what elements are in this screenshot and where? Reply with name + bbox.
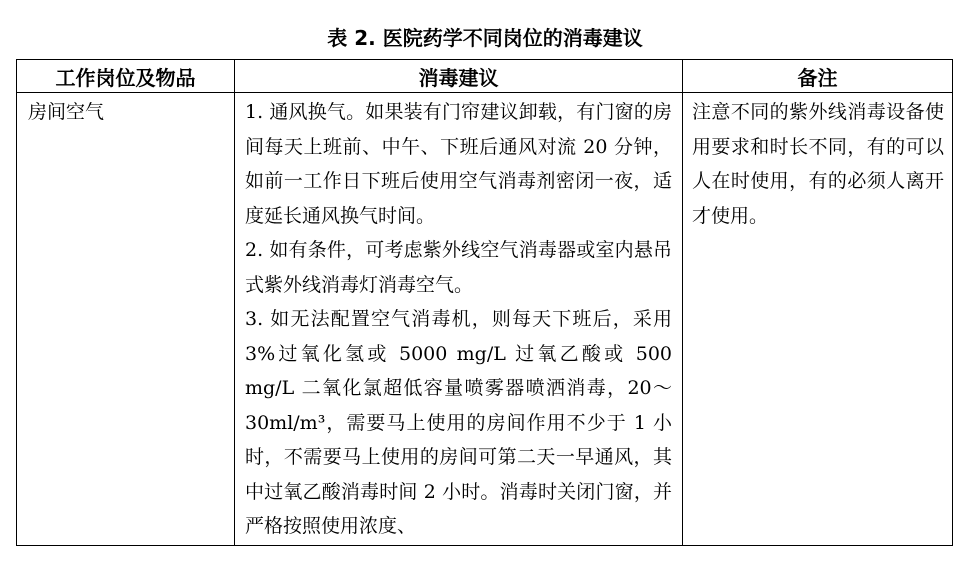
suggestion-item-2: 2. 如有条件，可考虑紫外线空气消毒器或室内悬吊式紫外线消毒灯消毒空气。 <box>245 239 672 296</box>
header-remark: 备注 <box>683 60 953 93</box>
suggestion-item-3: 3. 如无法配置空气消毒机，则每天下班后，采用 3%过氧化氢或 5000 mg/L 过氧乙酸或 500 mg/L 二氧化氯超低容量喷雾器喷洒消毒，20～30ml/m³，需要马上使用的房间作用不少于 1 小时，不需要马上使用的房间可第二天一早通风，其中过氧乙酸消毒时间 2 小时。消毒时关闭门窗，并严格按照使用浓度、 <box>245 308 672 537</box>
suggestion-item-1: 1. 通风换气。如果装有门帘建议卸载，有门窗的房间每天上班前、中午、下班后通风对流 20 分钟，如前一工作日下班后使用空气消毒剂密闭一夜，适度延长通风换气时间。 <box>245 101 672 227</box>
cell-remark: 注意不同的紫外线消毒设备使用要求和时长不同，有的可以人在时使用，有的必须人离开才使用。 <box>683 93 953 546</box>
table-row <box>17 93 953 546</box>
table-caption: 表 2. 医院药学不同岗位的消毒建议 <box>327 26 643 50</box>
header-position: 工作岗位及物品 <box>17 60 235 93</box>
cell-suggestion <box>235 93 683 546</box>
header-suggestion: 消毒建议 <box>235 60 683 93</box>
cell-position: 房间空气 <box>17 93 235 546</box>
disinfection-table <box>16 59 953 546</box>
table-header-row <box>17 60 953 93</box>
